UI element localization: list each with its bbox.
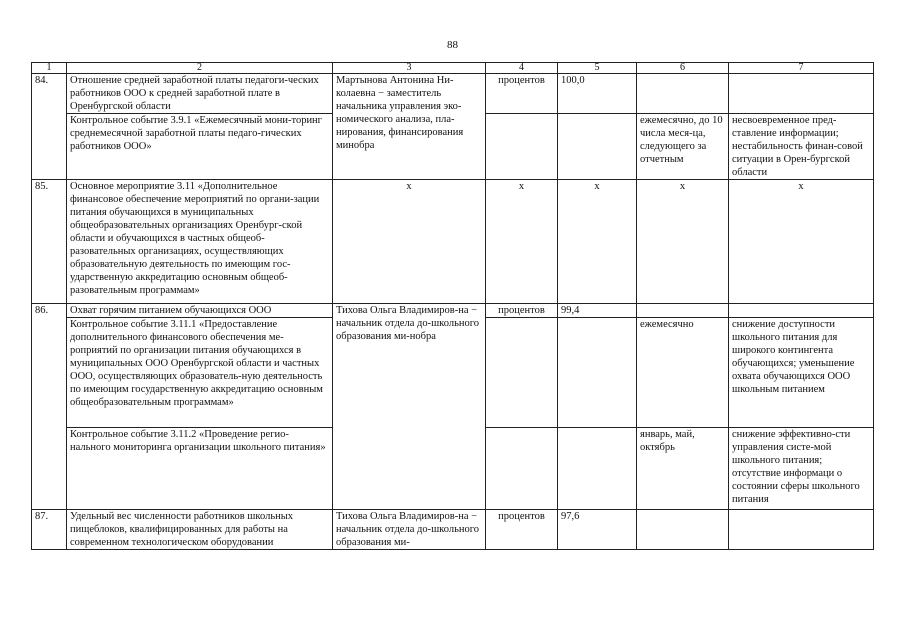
header-cell: 3 <box>333 63 486 74</box>
empty-cell <box>558 318 637 428</box>
header-cell: 7 <box>729 63 874 74</box>
responsible-cell: Тихова Ольга Владимиров-на − начальник отдела до-школьного образования ми-нобра <box>333 304 486 510</box>
row-number: 85. <box>32 180 67 304</box>
table-row <box>32 180 874 304</box>
indicator-cell: Удельный вес численности работников школьных пищеблоков, квалифицированных для работы на современном технологическом оборудовании <box>67 510 333 550</box>
risk-cell: снижение эффективно-сти управления систе-мой школьного питания; отсутствие информаци о состоянии сферы школьного питания <box>729 428 874 510</box>
indicator-cell: Охват горячим питанием обучающихся ООО <box>67 304 333 318</box>
row-number: 84. <box>32 74 67 180</box>
control-event-cell: Контрольное событие 3.11.1 «Предоставление дополнительного финансового обеспечения ме-роприятий по организации питания обучающихся в муниципальных ООО Оренбургской области и частных ООО, осуществляющих образователь-ную деятельность по имеющим государственную аккредитацию основным общеобразовательным программам» <box>67 318 333 428</box>
empty-cell <box>729 304 874 318</box>
empty-cell <box>637 304 729 318</box>
empty-cell <box>729 510 874 550</box>
unit-cell: процентов <box>486 304 558 318</box>
risk-cell: снижение доступности школьного питания для широкого контингента обучающихся; уменьшение охвата обучающихся ООО школьным питанием <box>729 318 874 428</box>
unit-cell: процентов <box>486 510 558 550</box>
x-cell: x <box>486 180 558 304</box>
empty-cell <box>637 74 729 114</box>
header-row <box>32 63 874 74</box>
value-cell: 97,6 <box>558 510 637 550</box>
control-event-cell: Контрольное событие 3.9.1 «Ежемесячный мони-торинг среднемесячной заработной платы педаго-гических работников ООО» <box>67 114 333 180</box>
empty-cell <box>558 428 637 510</box>
x-cell: x <box>333 180 486 304</box>
empty-cell <box>486 428 558 510</box>
responsible-cell: Мартынова Антонина Ни-колаевна − заместитель начальника управления эко-номического анализа, пла-нирования, финансирования минобра <box>333 74 486 180</box>
responsible-cell: Тихова Ольга Владимиров-на − начальник отдела до-школьного образования ми- <box>333 510 486 550</box>
risk-cell: несвоевременное пред-ставление информации; нестабильность финан-совой ситуации в Орен-бургской области <box>729 114 874 180</box>
value-cell: 99,4 <box>558 304 637 318</box>
row-number: 86. <box>32 304 67 510</box>
header-cell: 5 <box>558 63 637 74</box>
x-cell: x <box>729 180 874 304</box>
header-cell: 4 <box>486 63 558 74</box>
period-cell: ежемесячно <box>637 318 729 428</box>
x-cell: x <box>558 180 637 304</box>
empty-cell <box>729 74 874 114</box>
header-cell: 6 <box>637 63 729 74</box>
indicator-cell: Отношение средней заработной платы педагоги-ческих работников ООО к средней заработной плате в Оренбургской области <box>67 74 333 114</box>
header-cell: 1 <box>32 63 67 74</box>
empty-cell <box>558 114 637 180</box>
control-event-cell: Контрольное событие 3.11.2 «Проведение регио-нального мониторинга организации школьного питания» <box>67 428 333 510</box>
unit-cell: процентов <box>486 74 558 114</box>
header-cell: 2 <box>67 63 333 74</box>
value-cell: 100,0 <box>558 74 637 114</box>
table-row <box>32 74 874 114</box>
row-number: 87. <box>32 510 67 550</box>
empty-cell <box>637 510 729 550</box>
empty-cell <box>486 114 558 180</box>
period-cell: январь, май, октябрь <box>637 428 729 510</box>
empty-cell <box>486 318 558 428</box>
table-row <box>32 304 874 318</box>
period-cell: ежемесячно, до 10 числа меся-ца, следующего за отчетным <box>637 114 729 180</box>
page-number: 88 <box>447 39 458 51</box>
plan-table <box>31 62 874 550</box>
x-cell: x <box>637 180 729 304</box>
table-row <box>32 510 874 550</box>
activity-cell: Основное мероприятие 3.11 «Дополнительное финансовое обеспечение мероприятий по органи-зации питания обучающихся в муниципальных общеобразовательных организациях Оренбург-ской области и обучающихся в частных общеоб-разовательных организациях, осуществляющих образовательную деятельность по имеющим гос-ударственную аккредитацию основным общеоб-разовательным программам» <box>67 180 333 304</box>
